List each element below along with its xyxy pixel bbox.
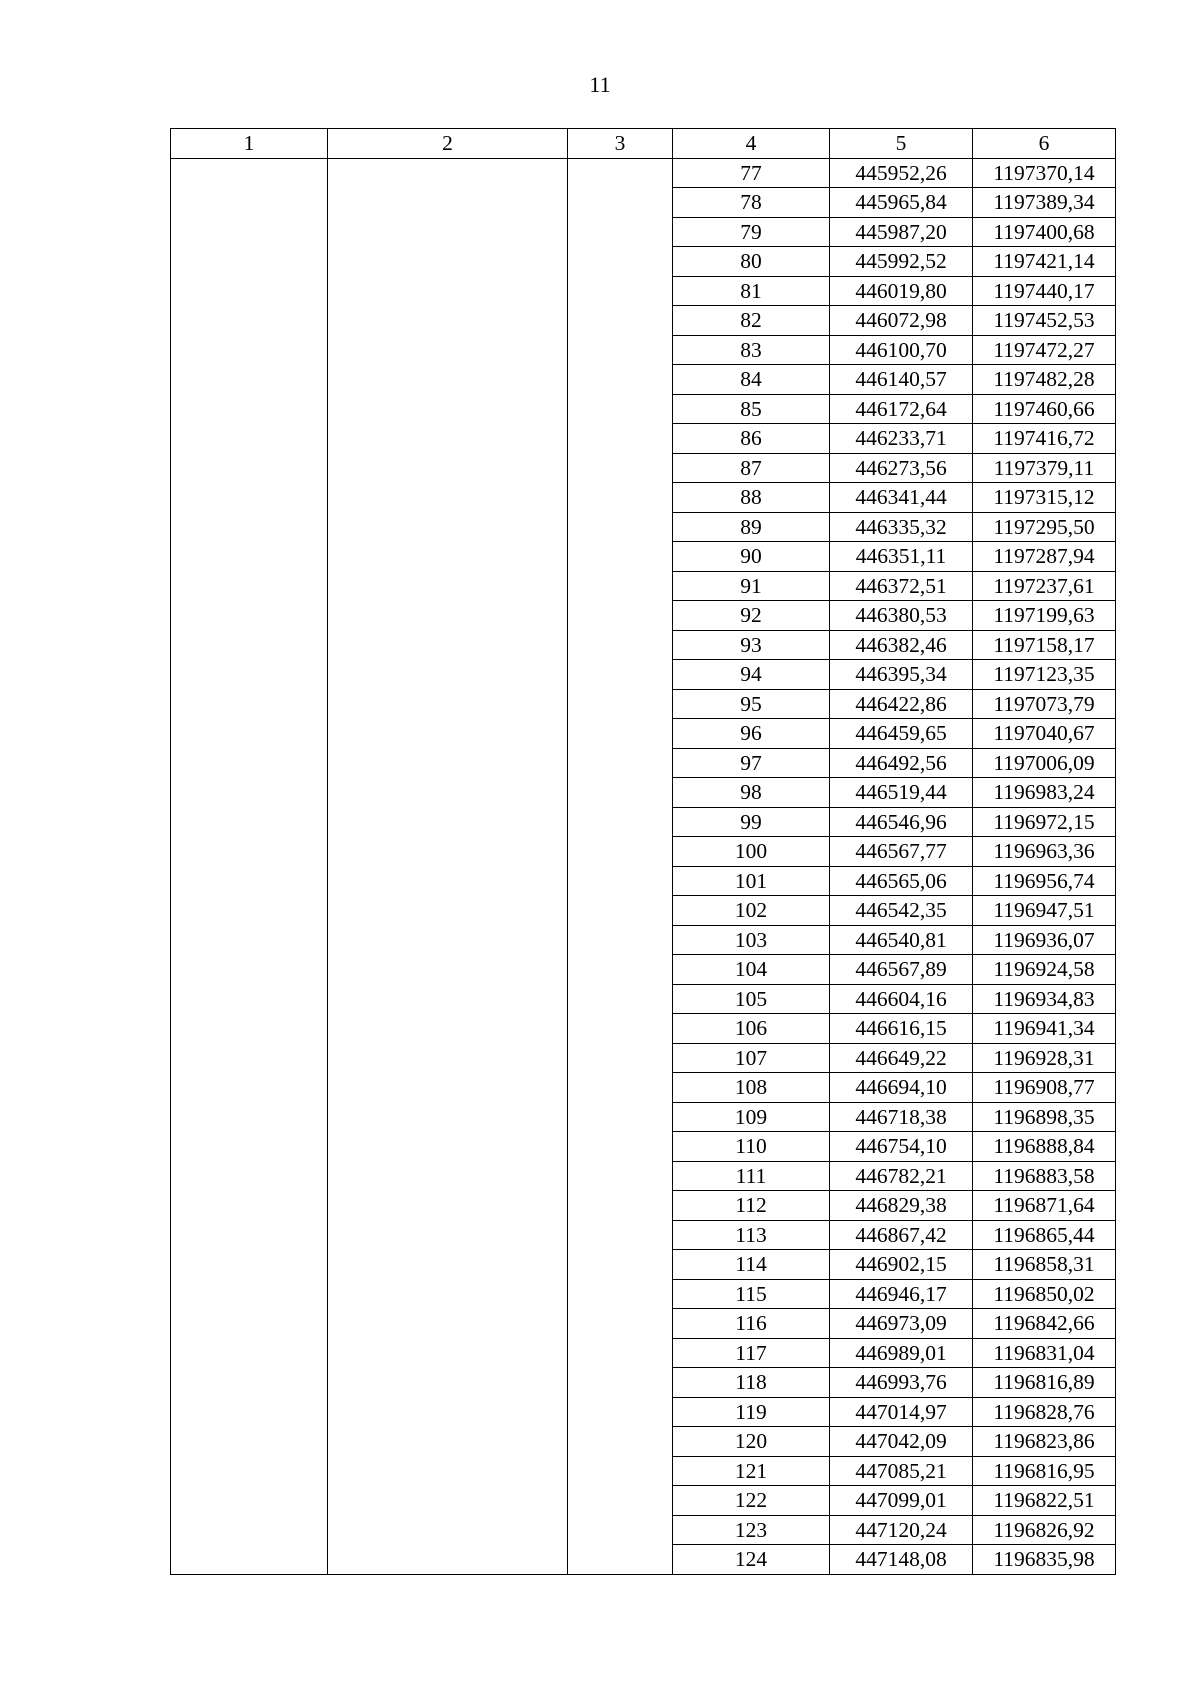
y-coordinate-cell: 1196865,44	[973, 1220, 1116, 1250]
point-number-cell: 98	[673, 778, 830, 808]
point-number-cell: 121	[673, 1456, 830, 1486]
x-coordinate-cell: 446754,10	[830, 1132, 973, 1162]
point-number-cell: 118	[673, 1368, 830, 1398]
point-number-cell: 110	[673, 1132, 830, 1162]
point-number-cell: 87	[673, 453, 830, 483]
x-coordinate-cell: 446273,56	[830, 453, 973, 483]
x-coordinate-cell: 446382,46	[830, 630, 973, 660]
y-coordinate-cell: 1197400,68	[973, 217, 1116, 247]
y-coordinate-cell: 1196828,76	[973, 1397, 1116, 1427]
x-coordinate-cell: 446372,51	[830, 571, 973, 601]
table-row	[171, 158, 1116, 188]
point-number-cell: 107	[673, 1043, 830, 1073]
merged-cell-col-2	[328, 158, 568, 1574]
x-coordinate-cell: 446616,15	[830, 1014, 973, 1044]
x-coordinate-cell: 446567,89	[830, 955, 973, 985]
column-header-5: 5	[830, 129, 973, 159]
point-number-cell: 115	[673, 1279, 830, 1309]
point-number-cell: 99	[673, 807, 830, 837]
point-number-cell: 96	[673, 719, 830, 749]
y-coordinate-cell: 1196883,58	[973, 1161, 1116, 1191]
point-number-cell: 93	[673, 630, 830, 660]
y-coordinate-cell: 1197040,67	[973, 719, 1116, 749]
point-number-cell: 78	[673, 188, 830, 218]
y-coordinate-cell: 1196858,31	[973, 1250, 1116, 1280]
point-number-cell: 122	[673, 1486, 830, 1516]
y-coordinate-cell: 1197287,94	[973, 542, 1116, 572]
x-coordinate-cell: 447085,21	[830, 1456, 973, 1486]
point-number-cell: 105	[673, 984, 830, 1014]
point-number-cell: 113	[673, 1220, 830, 1250]
point-number-cell: 124	[673, 1545, 830, 1575]
x-coordinate-cell: 446718,38	[830, 1102, 973, 1132]
point-number-cell: 97	[673, 748, 830, 778]
x-coordinate-cell: 446694,10	[830, 1073, 973, 1103]
y-coordinate-cell: 1197158,17	[973, 630, 1116, 660]
point-number-cell: 108	[673, 1073, 830, 1103]
coordinates-table	[170, 128, 1116, 1575]
point-number-cell: 83	[673, 335, 830, 365]
y-coordinate-cell: 1196850,02	[973, 1279, 1116, 1309]
y-coordinate-cell: 1197379,11	[973, 453, 1116, 483]
point-number-cell: 79	[673, 217, 830, 247]
point-number-cell: 101	[673, 866, 830, 896]
x-coordinate-cell: 446565,06	[830, 866, 973, 896]
y-coordinate-cell: 1197315,12	[973, 483, 1116, 513]
merged-cell-col-1	[171, 158, 328, 1574]
x-coordinate-cell: 446380,53	[830, 601, 973, 631]
x-coordinate-cell: 446019,80	[830, 276, 973, 306]
y-coordinate-cell: 1197237,61	[973, 571, 1116, 601]
x-coordinate-cell: 446100,70	[830, 335, 973, 365]
x-coordinate-cell: 447120,24	[830, 1515, 973, 1545]
y-coordinate-cell: 1196842,66	[973, 1309, 1116, 1339]
page-number: 11	[589, 72, 611, 97]
x-coordinate-cell: 446782,21	[830, 1161, 973, 1191]
point-number-cell: 95	[673, 689, 830, 719]
y-coordinate-cell: 1196816,95	[973, 1456, 1116, 1486]
x-coordinate-cell: 447148,08	[830, 1545, 973, 1575]
y-coordinate-cell: 1196822,51	[973, 1486, 1116, 1516]
x-coordinate-cell: 446946,17	[830, 1279, 973, 1309]
y-coordinate-cell: 1196888,84	[973, 1132, 1116, 1162]
x-coordinate-cell: 446604,16	[830, 984, 973, 1014]
point-number-cell: 90	[673, 542, 830, 572]
x-coordinate-cell: 446172,64	[830, 394, 973, 424]
header-row	[171, 129, 1116, 159]
y-coordinate-cell: 1196972,15	[973, 807, 1116, 837]
y-coordinate-cell: 1197421,14	[973, 247, 1116, 277]
y-coordinate-cell: 1196956,74	[973, 866, 1116, 896]
y-coordinate-cell: 1196924,58	[973, 955, 1116, 985]
column-header-2: 2	[328, 129, 568, 159]
y-coordinate-cell: 1196934,83	[973, 984, 1116, 1014]
point-number-cell: 92	[673, 601, 830, 631]
column-header-1: 1	[171, 129, 328, 159]
point-number-cell: 77	[673, 158, 830, 188]
point-number-cell: 84	[673, 365, 830, 395]
x-coordinate-cell: 446140,57	[830, 365, 973, 395]
point-number-cell: 106	[673, 1014, 830, 1044]
point-number-cell: 104	[673, 955, 830, 985]
column-header-3: 3	[568, 129, 673, 159]
y-coordinate-cell: 1197482,28	[973, 365, 1116, 395]
x-coordinate-cell: 446540,81	[830, 925, 973, 955]
x-coordinate-cell: 446335,32	[830, 512, 973, 542]
y-coordinate-cell: 1197416,72	[973, 424, 1116, 454]
y-coordinate-cell: 1196983,24	[973, 778, 1116, 808]
y-coordinate-cell: 1197440,17	[973, 276, 1116, 306]
y-coordinate-cell: 1196898,35	[973, 1102, 1116, 1132]
y-coordinate-cell: 1196908,77	[973, 1073, 1116, 1103]
point-number-cell: 112	[673, 1191, 830, 1221]
y-coordinate-cell: 1197073,79	[973, 689, 1116, 719]
y-coordinate-cell: 1196816,89	[973, 1368, 1116, 1398]
x-coordinate-cell: 446989,01	[830, 1338, 973, 1368]
x-coordinate-cell: 446395,34	[830, 660, 973, 690]
x-coordinate-cell: 447099,01	[830, 1486, 973, 1516]
column-header-6: 6	[973, 129, 1116, 159]
point-number-cell: 94	[673, 660, 830, 690]
y-coordinate-cell: 1196928,31	[973, 1043, 1116, 1073]
point-number-cell: 120	[673, 1427, 830, 1457]
x-coordinate-cell: 447014,97	[830, 1397, 973, 1427]
x-coordinate-cell: 446829,38	[830, 1191, 973, 1221]
point-number-cell: 80	[673, 247, 830, 277]
y-coordinate-cell: 1196831,04	[973, 1338, 1116, 1368]
y-coordinate-cell: 1196835,98	[973, 1545, 1116, 1575]
point-number-cell: 103	[673, 925, 830, 955]
table-body	[171, 158, 1116, 1574]
x-coordinate-cell: 446233,71	[830, 424, 973, 454]
point-number-cell: 119	[673, 1397, 830, 1427]
x-coordinate-cell: 446546,96	[830, 807, 973, 837]
y-coordinate-cell: 1196947,51	[973, 896, 1116, 926]
x-coordinate-cell: 446649,22	[830, 1043, 973, 1073]
point-number-cell: 117	[673, 1338, 830, 1368]
column-header-4: 4	[673, 129, 830, 159]
y-coordinate-cell: 1197295,50	[973, 512, 1116, 542]
x-coordinate-cell: 446351,11	[830, 542, 973, 572]
y-coordinate-cell: 1197370,14	[973, 158, 1116, 188]
x-coordinate-cell: 446459,65	[830, 719, 973, 749]
x-coordinate-cell: 445952,26	[830, 158, 973, 188]
point-number-cell: 116	[673, 1309, 830, 1339]
y-coordinate-cell: 1197123,35	[973, 660, 1116, 690]
x-coordinate-cell: 446072,98	[830, 306, 973, 336]
x-coordinate-cell: 445992,52	[830, 247, 973, 277]
x-coordinate-cell: 446867,42	[830, 1220, 973, 1250]
y-coordinate-cell: 1196941,34	[973, 1014, 1116, 1044]
x-coordinate-cell: 446993,76	[830, 1368, 973, 1398]
point-number-cell: 85	[673, 394, 830, 424]
y-coordinate-cell: 1197199,63	[973, 601, 1116, 631]
y-coordinate-cell: 1196826,92	[973, 1515, 1116, 1545]
point-number-cell: 102	[673, 896, 830, 926]
x-coordinate-cell: 446492,56	[830, 748, 973, 778]
y-coordinate-cell: 1197472,27	[973, 335, 1116, 365]
y-coordinate-cell: 1196936,07	[973, 925, 1116, 955]
y-coordinate-cell: 1197006,09	[973, 748, 1116, 778]
x-coordinate-cell: 447042,09	[830, 1427, 973, 1457]
y-coordinate-cell: 1196963,36	[973, 837, 1116, 867]
x-coordinate-cell: 446341,44	[830, 483, 973, 513]
y-coordinate-cell: 1197452,53	[973, 306, 1116, 336]
x-coordinate-cell: 446519,44	[830, 778, 973, 808]
y-coordinate-cell: 1197389,34	[973, 188, 1116, 218]
point-number-cell: 111	[673, 1161, 830, 1191]
x-coordinate-cell: 446567,77	[830, 837, 973, 867]
point-number-cell: 81	[673, 276, 830, 306]
point-number-cell: 109	[673, 1102, 830, 1132]
x-coordinate-cell: 445965,84	[830, 188, 973, 218]
y-coordinate-cell: 1197460,66	[973, 394, 1116, 424]
x-coordinate-cell: 446973,09	[830, 1309, 973, 1339]
point-number-cell: 89	[673, 512, 830, 542]
point-number-cell: 88	[673, 483, 830, 513]
point-number-cell: 91	[673, 571, 830, 601]
y-coordinate-cell: 1196823,86	[973, 1427, 1116, 1457]
x-coordinate-cell: 446902,15	[830, 1250, 973, 1280]
point-number-cell: 114	[673, 1250, 830, 1280]
x-coordinate-cell: 446422,86	[830, 689, 973, 719]
x-coordinate-cell: 446542,35	[830, 896, 973, 926]
table-header	[171, 129, 1116, 159]
point-number-cell: 82	[673, 306, 830, 336]
y-coordinate-cell: 1196871,64	[973, 1191, 1116, 1221]
point-number-cell: 123	[673, 1515, 830, 1545]
point-number-cell: 100	[673, 837, 830, 867]
merged-cell-col-3	[568, 158, 673, 1574]
x-coordinate-cell: 445987,20	[830, 217, 973, 247]
point-number-cell: 86	[673, 424, 830, 454]
